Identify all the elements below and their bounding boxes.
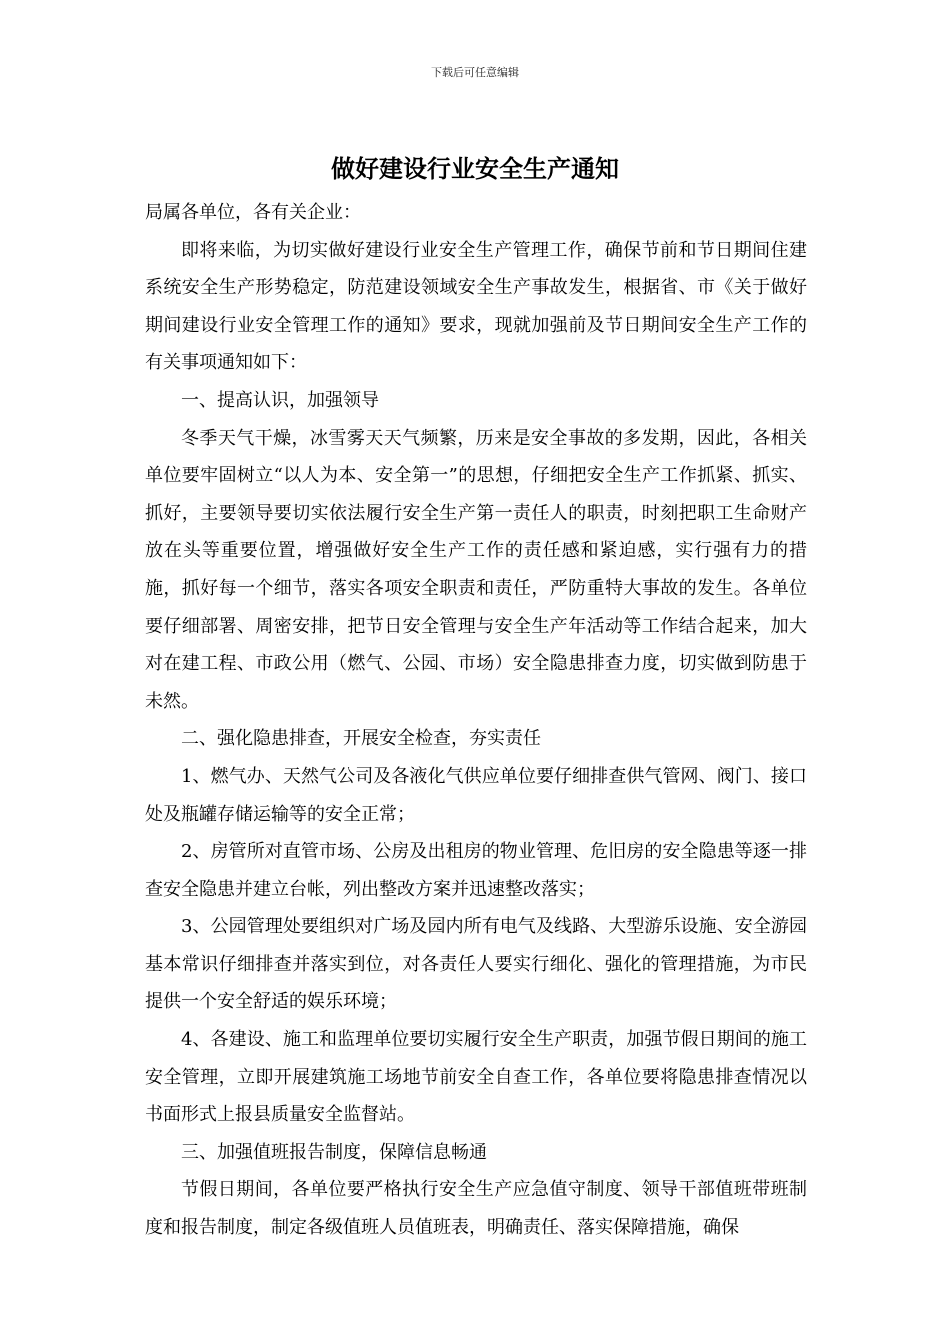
- salutation: 局属各单位，各有关企业：: [145, 202, 361, 223]
- list-item-3: 3、公园管理处要组织对广场及园内所有电气及线路、大型游乐设施、安全游园基本常识仔细排查并落实到位，对各责任人要实行细化、强化的管理措施，为市民提供一个安全舒适的娱乐环境；: [145, 916, 807, 1013]
- section-heading-3: 三、加强值班报告制度，保障信息畅通: [181, 1141, 487, 1163]
- paragraph-section-1: 冬季天气干燥，冰雪雾天天气频繁，历来是安全事故的多发期，因此，各相关单位要牢固树立“以人为本、安全第一”的思想，仔细把安全生产工作抓紧、抓实、抓好，主要领导要切实依法履行安全生产第一责任人的职责，时刻把职工生命财产放在头等重要位置，增强做好安全生产工作的责任感和紧迫感，实行强有力的措施，抓好每一个细节，落实各项安全职责和责任，严防重特大事故的发生。各单位要仔细部署、周密安排，把节日安全管理与安全生产年活动等工作结合起来，加大对在建工程、市政公用（燃气、公园、市场）安全隐患排查力度，切实做到防患于未然。: [145, 427, 807, 712]
- list-item-4: 4、各建设、施工和监理单位要切实履行安全生产职责，加强节假日期间的施工安全管理，立即开展建筑施工场地节前安全自查工作，各单位要将隐患排查情况以书面形式上报县质量安全监督站。: [145, 1029, 807, 1126]
- paragraph-section-3: 节假日期间，各单位要严格执行安全生产应急值守制度、领导干部值班带班制度和报告制度，制定各级值班人员值班表，明确责任、落实保障措施，确保: [145, 1179, 807, 1239]
- section-heading-1: 一、提高认识，加强领导: [181, 389, 379, 411]
- list-item-1: 1、燃气办、天然气公司及各液化气供应单位要仔细排查供气管网、阀门、接口处及瓶罐存储运输等的安全正常；: [145, 765, 807, 825]
- document-title: 做好建设行业安全生产通知: [331, 154, 619, 183]
- section-heading-2: 二、强化隐患排查，开展安全检查，夯实责任: [181, 728, 541, 750]
- paragraph-intro: 即将来临，为切实做好建设行业安全生产管理工作，确保节前和节日期间住建系统安全生产形势稳定，防范建设领域安全生产事故发生，根据省、市《关于做好期间建设行业安全管理工作的通知》要求，现就加强前及节日期间安全生产工作的有关事项通知如下：: [145, 239, 807, 374]
- document-body: [145, 194, 807, 1247]
- header-note: 下载后可任意编辑: [431, 66, 519, 79]
- list-item-2: 2、房管所对直管市场、公房及出租房的物业管理、危旧房的安全隐患等逐一排查安全隐患并建立台帐，列出整改方案并迅速整改落实；: [145, 841, 807, 900]
